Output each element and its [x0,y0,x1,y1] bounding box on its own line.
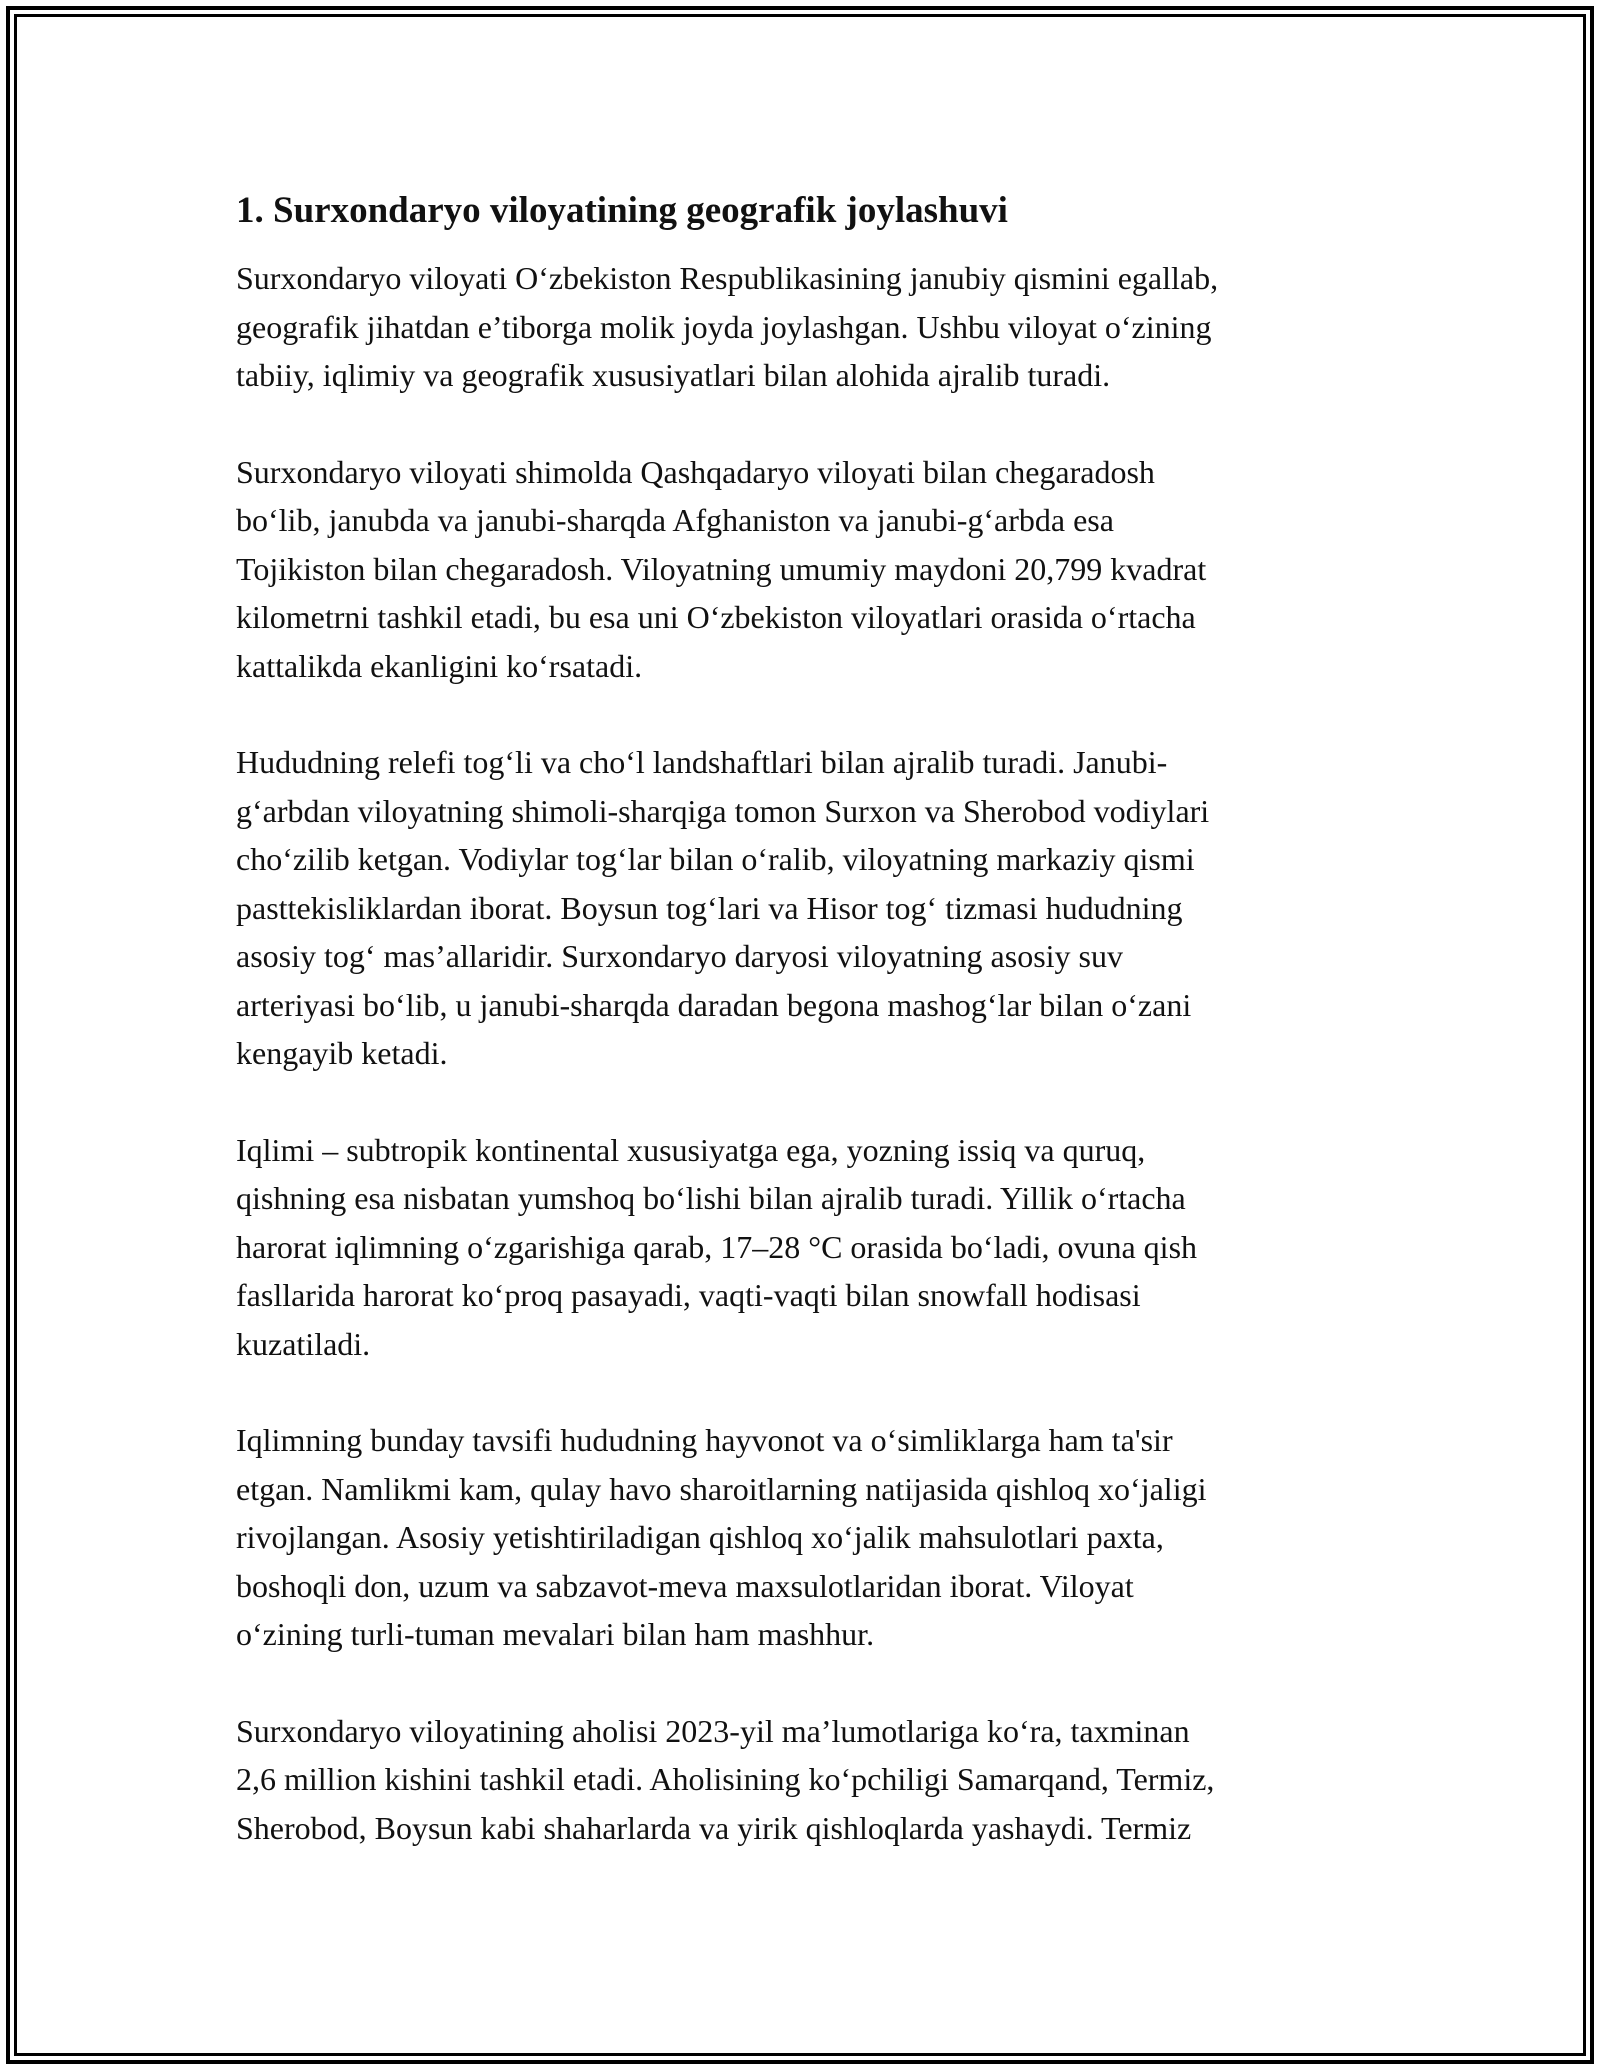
paragraph-line: asosiy tog‘ mas’allaridir. Surxondaryo daryosi viloyatning asosiy suv [236,938,1123,974]
paragraph-line: qishning esa nisbatan yumshoq bo‘lishi bilan ajralib turadi. Yillik o‘rtacha [236,1180,1186,1216]
paragraph-line: bo‘lib, janubda va janubi-sharqda Afghaniston va janubi-g‘arbda esa [236,502,1114,538]
paragraph-line: Surxondaryo viloyatining aholisi 2023-yil ma’lumotlariga ko‘ra, taxminan [236,1712,1190,1749]
document-body [236,188,1376,1900]
paragraph-population [236,1707,1376,1853]
paragraph-agriculture [236,1416,1376,1659]
paragraph-line: tabiiy, iqlimiy va geografik xususiyatlari bilan alohida ajralib turadi. [236,357,1111,393]
paragraph-line: kuzatiladi. [236,1325,371,1362]
paragraph-line: kattalikda ekanligini ko‘rsatadi. [236,647,643,684]
section-heading: 1. Surxondaryo viloyatining geografik joylashuvi [236,190,1008,231]
paragraph-borders [236,448,1376,691]
paragraph-climate [236,1126,1376,1369]
paragraph-line: rivojlangan. Asosiy yetishtiriladigan qishloq xo‘jalik mahsulotlari paxta, [236,1519,1164,1555]
paragraph-relief [236,738,1376,1078]
paragraph-line: harorat iqlimning o‘zgarishiga qarab, 17–28 °C orasida bo‘ladi, ovuna qish [236,1228,1198,1265]
paragraph-line: kilometrni tashkil etadi, bu esa uni O‘zbekiston viloyatlari orasida o‘rtacha [236,599,1196,635]
paragraph-line: boshoqli don, uzum va sabzavot-meva maxsulotlaridan iborat. Viloyat [236,1567,1134,1604]
paragraph-line: etgan. Namlikmi kam, qulay havo sharoitlarning natijasida qishloq xo‘jaligi [236,1470,1207,1507]
paragraph-line: Surxondaryo viloyati shimolda Qashqadaryo viloyati bilan chegaradosh [236,453,1155,490]
paragraph-line: Iqlimning bunday tavsifi hududning hayvonot va o‘simliklarga ham ta'sir [236,1422,1173,1458]
paragraph-line: fasllarida harorat ko‘proq pasayadi, vaqti-vaqti bilan snowfall hodisasi [236,1277,1141,1313]
paragraph-intro [236,254,1376,400]
paragraph-line: o‘zining turli-tuman mevalari bilan ham mashhur. [236,1616,875,1652]
paragraph-line: Hududning relefi tog‘li va cho‘l landshaftlari bilan ajralib turadi. Janubi- [236,744,1168,780]
paragraph-line: 2,6 million kishini tashkil etadi. Aholisining ko‘pchiligi Samarqand, Termiz, [236,1761,1215,1797]
paragraph-line: Sherobod, Boysun kabi shaharlarda va yirik qishloqlarda yashaydi. Termiz [236,1809,1192,1846]
paragraph-line: Tojikiston bilan chegaradosh. Viloyatning umumiy maydoni 20,799 kvadrat [236,550,1207,587]
paragraph-line: geografik jihatdan e’tiborga molik joyda joylashgan. Ushbu viloyat o‘zining [236,308,1212,345]
paragraph-line: arteriyasi bo‘lib, u janubi-sharqda daradan begona mashog‘lar bilan o‘zani [236,986,1192,1023]
paragraph-line: Iqlimi – subtropik kontinental xususiyatga ega, yozning issiq va quruq, [236,1131,1146,1168]
paragraph-line: kengayib ketadi. [236,1035,448,1071]
paragraph-line: g‘arbdan viloyatning shimoli-sharqiga tomon Surxon va Sherobod vodiylari [236,792,1210,829]
paragraph-line: pasttekisliklardan iborat. Boysun tog‘lari va Hisor tog‘ tizmasi hududning [236,889,1183,926]
paragraph-line: Surxondaryo viloyati O‘zbekiston Respublikasining janubiy qismini egallab, [236,260,1219,296]
paragraph-line: cho‘zilib ketgan. Vodiylar tog‘lar bilan o‘ralib, viloyatning markaziy qismi [236,841,1195,877]
